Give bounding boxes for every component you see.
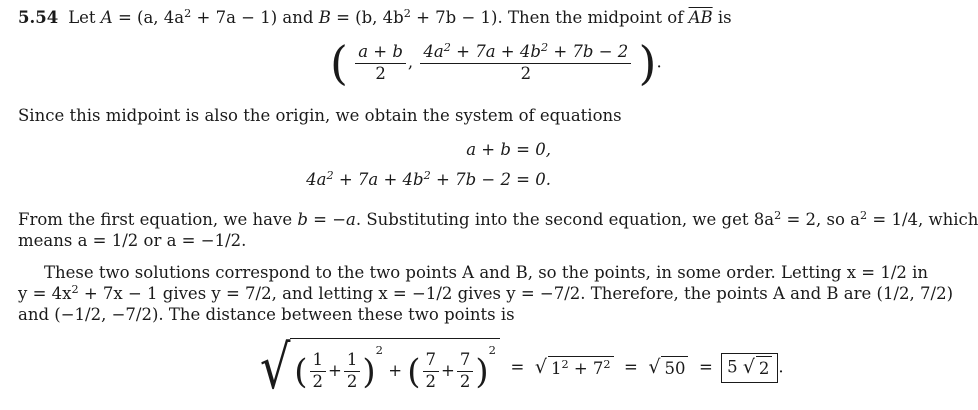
right-paren: ) xyxy=(638,36,657,90)
paragraph-solve-line1: From the first equation, we have b = −a. Substituting into the second equation, we get $8a^2 = 2$, so $a^2 = 1/4$, which xyxy=(18,208,978,229)
midpoint-equation: ( $\frac{a + b}{2}$ , $\frac{4a^2 + 7a + 4b^2 + 7b - 2}{2}$ ). xyxy=(330,36,662,90)
equation-1: a + b = 0, xyxy=(466,140,551,159)
paragraph-system-intro: Since this midpoint is also the origin, we obtain the system of equations xyxy=(18,106,622,125)
paragraph-points-line2: $y = 4x^2 + 7x - 1$ gives y = 7/2, and letting x = −1/2 gives y = −7/2. Therefore, the points A and B are (1/2, 7/2) xyxy=(18,282,954,303)
radical-1: √ $1^2 + 7^2$ xyxy=(535,356,614,380)
fraction-y: $\frac{4a^2 + 7a + 4b^2 + 7b - 2}{2}$ xyxy=(420,43,631,84)
paragraph-points-line1: These two solutions correspond to the two points A and B, so the points, in some order. Letting x = 1/2 in xyxy=(44,263,929,282)
fraction-x: $\frac{a + b}{2}$ xyxy=(355,43,406,84)
big-radical: √ ( $\frac{1}{2}$ + $\frac{1}{2}$ ) 2 + ( $\frac{7}{2}$ + $\frac{7}{2}$ ) 2 xyxy=(256,338,500,398)
paragraph-points-line3: and (−1/2, −7/2). The distance between these two points is xyxy=(18,305,515,324)
problem-statement: 5.54 Let A = (a, $4a^2 + 7a - 1$) and B = (b, $4b^2 + 7b - 1$). Then the midpoint of $\overline{AB}$ is xyxy=(18,6,732,27)
radical-2: √ 50 xyxy=(648,356,688,380)
distance-equation: √ ( $\frac{1}{2}$ + $\frac{1}{2}$ ) 2 + ( $\frac{7}{2}$ + $\frac{7}{2}$ ) 2 = √ $1^2 + 7^2$ = √ 50 = 5 √ 2 . xyxy=(256,338,784,398)
problem-number: 5.54 xyxy=(18,8,59,27)
segment-ab: $\overline{AB}$ xyxy=(688,8,713,27)
radical-sign: √ xyxy=(259,333,291,403)
equation-2: $4a^2 + 7a + 4b^2 + 7b - 2 = 0$. xyxy=(306,168,551,189)
paragraph-solve-line2: means a = 1/2 or a = −1/2. xyxy=(18,231,247,250)
left-paren: ( xyxy=(330,36,348,90)
final-answer-box: 5 √ 2 xyxy=(721,353,778,383)
